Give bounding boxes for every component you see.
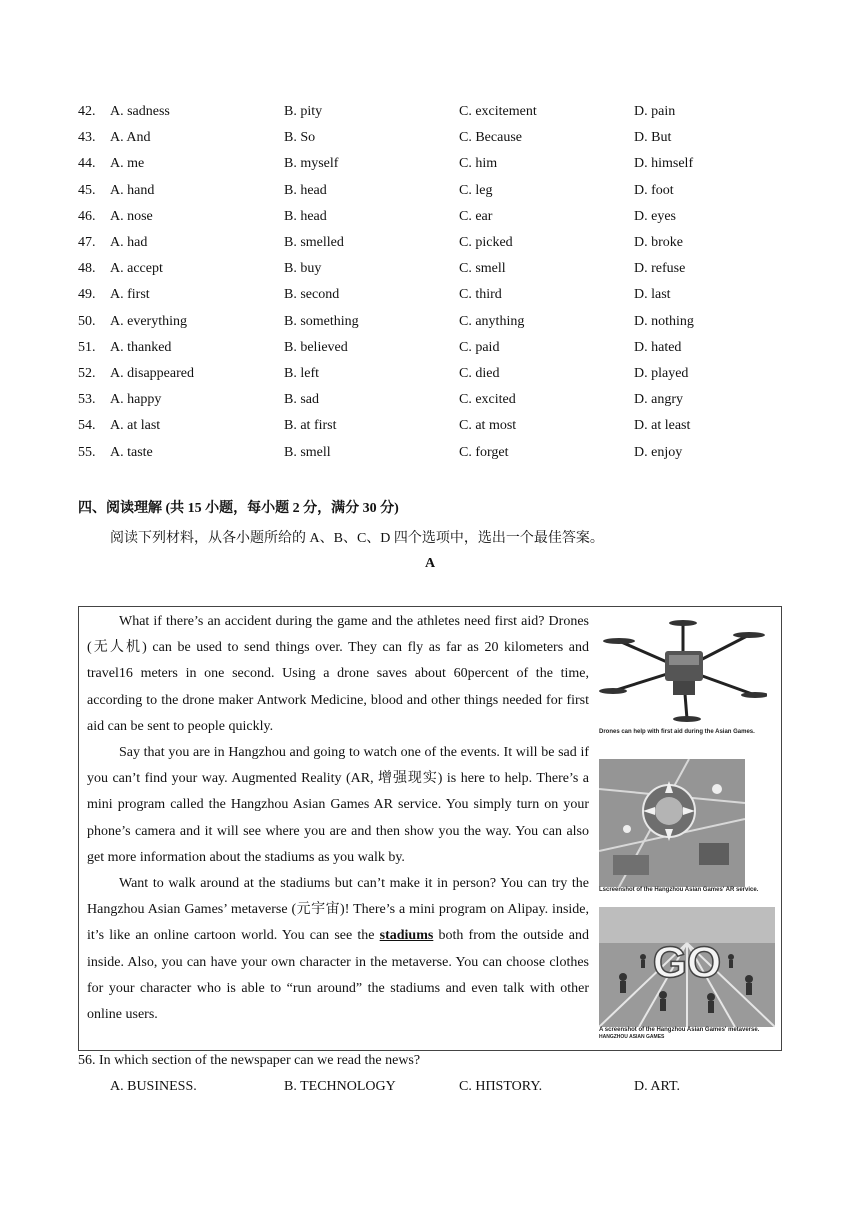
drone-illustration: [599, 611, 767, 729]
cloze-row: [78, 366, 778, 388]
go-text: GO: [652, 938, 722, 987]
option-a[interactable]: A. everything: [110, 313, 187, 329]
q56-option-b[interactable]: B. TECHNOLOGY: [284, 1079, 396, 1094]
question-number: 53.: [78, 392, 96, 408]
cloze-row: [78, 287, 778, 309]
cloze-row: [78, 130, 778, 152]
option-a[interactable]: A. thanked: [110, 339, 172, 355]
option-c[interactable]: C. died: [459, 366, 500, 381]
question-56-options: [78, 1079, 778, 1101]
drone-photo: [599, 611, 775, 736]
ar-caption: Lscreenshot of the Hangzhou Asian Games' AR service.: [599, 887, 759, 893]
question-number: 44.: [78, 156, 96, 172]
question-number: 46.: [78, 208, 96, 224]
section-title: 四、阅读理解 (共 15 小题，每小题 2 分，满分 30 分): [78, 501, 399, 516]
option-a[interactable]: A. first: [110, 287, 150, 303]
cloze-row: [78, 209, 778, 231]
question-number: 48.: [78, 261, 96, 277]
cloze-row: [78, 183, 778, 205]
option-a[interactable]: A. accept: [110, 261, 163, 277]
option-d[interactable]: D. broke: [634, 235, 683, 250]
paragraph-3-text-after: both from the outside and inside. Also, you can have your own character in the metaverse. You can choose clothes for your character who is able to “run around” the stadiums and even talk with other online users.: [87, 928, 589, 1023]
section-instruction: 阅读下列材料，从各小题所给的 A、B、C、D 四个选项中，选出一个最佳答案。: [110, 531, 604, 546]
q56-option-d[interactable]: D. ART.: [634, 1079, 680, 1094]
option-a[interactable]: A. taste: [110, 444, 153, 460]
option-c[interactable]: C. third: [459, 287, 502, 303]
option-a[interactable]: A. at last: [110, 418, 161, 434]
option-b[interactable]: B. second: [284, 287, 340, 303]
option-b[interactable]: B. at first: [284, 418, 337, 434]
cloze-row: [78, 418, 778, 440]
passage-paragraph-2: Say that you are in Hangzhou and going to watch one of the events. It will be sad if you can’t find your way. Augmented Reality (AR, 增强现实) is here to help. There’s a mini program called the Hangzhou Asian Games AR service. You simply turn on your phone’s camera and it will see where you are and then show you the way. You can also get more information about the stadiums as you walk by.: [87, 745, 589, 865]
option-b[interactable]: B. myself: [284, 156, 339, 172]
q56-option-a[interactable]: A. BUSINESS.: [110, 1079, 197, 1094]
option-a[interactable]: A. disappeared: [110, 366, 194, 381]
option-b[interactable]: B. left: [284, 366, 319, 381]
metaverse-illustration: [599, 907, 775, 1027]
question-number: 54.: [78, 418, 96, 434]
option-c[interactable]: C. picked: [459, 235, 513, 250]
option-d[interactable]: D. angry: [634, 392, 683, 408]
question-number: 49.: [78, 287, 96, 303]
ar-service-screenshot: [599, 759, 775, 894]
question-number: 52.: [78, 366, 96, 381]
cloze-row: [78, 445, 778, 467]
metaverse-screenshot: [599, 907, 775, 1041]
passage-box: [78, 606, 782, 1051]
option-a[interactable]: A. sadness: [110, 104, 170, 119]
cloze-row: [78, 392, 778, 414]
option-c[interactable]: C. at most: [459, 418, 517, 434]
option-b[interactable]: B. pity: [284, 104, 323, 119]
option-c[interactable]: C. leg: [459, 182, 493, 198]
paragraph-3-text-before: Want to walk around at the stadiums but can’t make it in person? You can try the Hangzhou Asian Games’ metaverse (元宇宙)! There’s a mini program on Alipay. inside, it’s like an online cartoon world. You can see the: [87, 876, 589, 944]
option-d[interactable]: D. nothing: [634, 313, 694, 329]
ar-map-illustration: [599, 759, 745, 887]
option-c[interactable]: C. paid: [459, 339, 500, 355]
option-d[interactable]: D. eyes: [634, 208, 676, 224]
option-b[interactable]: B. believed: [284, 339, 348, 355]
option-c[interactable]: C. excitement: [459, 104, 537, 119]
cloze-row: [78, 314, 778, 336]
question-number: 43.: [78, 130, 96, 146]
underlined-word-stadiums: stadiums: [379, 928, 434, 944]
option-a[interactable]: A. had: [110, 235, 148, 250]
cloze-row: [78, 235, 778, 257]
option-b[interactable]: B. something: [284, 313, 359, 329]
option-d[interactable]: D. enjoy: [634, 444, 683, 460]
passage-paragraph-3: [87, 871, 589, 1028]
option-c[interactable]: C. anything: [459, 313, 525, 329]
option-d[interactable]: D. at least: [634, 418, 691, 434]
question-number: 55.: [78, 444, 96, 460]
option-c[interactable]: C. excited: [459, 392, 516, 408]
passage-text: [87, 609, 589, 1028]
passage-letter: A: [424, 556, 436, 571]
question-56-stem: 56. In which section of the newspaper can we read the news?: [78, 1053, 421, 1068]
option-a[interactable]: A. hand: [110, 182, 155, 198]
option-c[interactable]: C. him: [459, 156, 498, 172]
option-c[interactable]: C. Because: [459, 130, 522, 146]
q56-option-c[interactable]: C. HΠSTORY.: [459, 1079, 543, 1094]
question-number: 47.: [78, 235, 96, 250]
option-d[interactable]: D. pain: [634, 104, 676, 119]
option-b[interactable]: B. head: [284, 208, 327, 224]
option-a[interactable]: A. nose: [110, 208, 153, 224]
question-number: 42.: [78, 104, 96, 119]
option-b[interactable]: B. smelled: [284, 235, 344, 250]
passage-paragraph-1: What if there’s an accident during the game and the athletes need first aid? Drones (无人机) can be used to send things over. They can fly as far as 20 kilometers and travel16 meters in one second. Using a drone saves about 60percent of the time, according to the drone maker Antwork Medicine, blood and other things needed for first aid can be sent to people quickly.: [87, 614, 589, 734]
option-b[interactable]: B. buy: [284, 261, 322, 277]
option-b[interactable]: B. sad: [284, 392, 319, 408]
metaverse-caption: A screenshot of the Hangzhou Asian Games' metaverse.: [599, 1027, 760, 1033]
option-c[interactable]: C. forget: [459, 444, 509, 460]
cloze-row: [78, 261, 778, 283]
option-c[interactable]: C. smell: [459, 261, 506, 277]
option-c[interactable]: C. ear: [459, 208, 493, 224]
option-b[interactable]: B. So: [284, 130, 316, 146]
cloze-row: [78, 104, 778, 126]
option-b[interactable]: B. smell: [284, 444, 331, 460]
option-d[interactable]: D. foot: [634, 182, 674, 198]
option-a[interactable]: A. happy: [110, 392, 162, 408]
option-a[interactable]: A. And: [110, 130, 151, 146]
option-d[interactable]: D. last: [634, 287, 671, 303]
question-number: 50.: [78, 313, 96, 329]
option-d[interactable]: D. played: [634, 366, 689, 381]
option-b[interactable]: B. head: [284, 182, 327, 198]
option-d[interactable]: D. hated: [634, 339, 682, 355]
option-d[interactable]: D. himself: [634, 156, 694, 172]
question-number: 45.: [78, 182, 96, 198]
drone-caption: Drones can help with first aid during the Asian Games.: [599, 729, 755, 735]
option-a[interactable]: A. me: [110, 156, 145, 172]
cloze-row: [78, 156, 778, 178]
option-d[interactable]: D. refuse: [634, 261, 686, 277]
metaverse-credit: HANGZHOU ASIAN GAMES: [599, 1034, 665, 1040]
cloze-row: [78, 340, 778, 362]
option-d[interactable]: D. But: [634, 130, 672, 146]
question-number: 51.: [78, 339, 96, 355]
